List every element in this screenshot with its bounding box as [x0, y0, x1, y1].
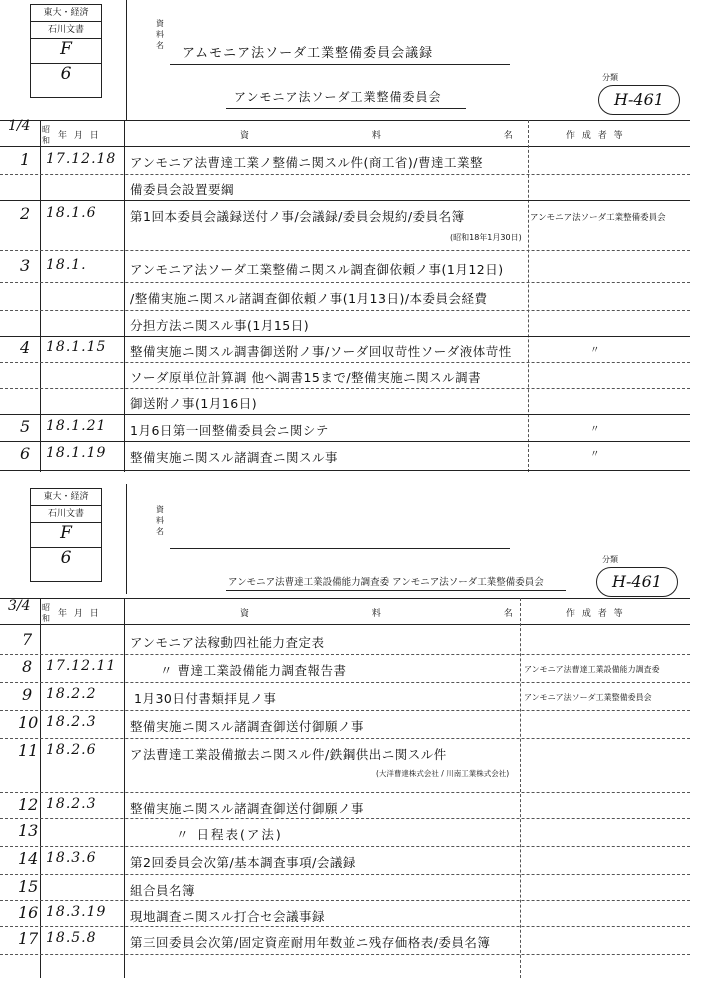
- stamp-code-bottom: 6: [60, 548, 72, 568]
- row-number: 5: [20, 417, 31, 436]
- row-number: 3: [20, 256, 31, 275]
- subtitle-underline: [226, 108, 466, 109]
- row-separator: [0, 654, 690, 655]
- row-date: 18.5.8: [46, 930, 97, 946]
- row-number: 15: [18, 877, 39, 896]
- row-note: (昭和18年1月30日): [450, 233, 522, 242]
- shiryo-label: 資料名: [156, 505, 164, 536]
- row-separator: [0, 682, 690, 683]
- row-number: 1: [20, 150, 31, 169]
- header-top-rule: [0, 120, 690, 121]
- row-document-line: 組合員名簿: [130, 883, 196, 898]
- row-author: アンモニア法ソーダ工業整備委員会: [530, 213, 666, 223]
- row-number: 12: [18, 795, 39, 814]
- row-separator: [0, 336, 690, 337]
- row-document-line: 1月6日第一回整備委員会ニ関シテ: [130, 423, 329, 438]
- col-line-author: [520, 598, 521, 978]
- row-separator: [0, 846, 690, 847]
- document-title: アムモニア法ソーダ工業整備委員会議録: [182, 46, 434, 61]
- row-date: 18.2.2: [46, 686, 97, 702]
- row-document-line: 整備実施ニ関スル諸調査御送付御願ノ事: [130, 801, 365, 816]
- row-date: 18.3.19: [46, 904, 107, 920]
- row-author: アンモニア法曹達工業設備能力調査委: [524, 665, 660, 674]
- row-number: 14: [18, 849, 39, 868]
- row-number: 6: [20, 444, 31, 463]
- row-document-line: アンモニア法稼動四社能力査定表: [130, 635, 325, 650]
- row-document-line: 整備実施ニ関スル諸調査ニ関スル事: [130, 450, 339, 465]
- col-header-era: 昭和: [42, 125, 50, 145]
- row-document-line: 〃 曹達工業設備能力調査報告書: [160, 663, 347, 678]
- row-separator: [0, 414, 690, 415]
- classification-badge: H-461: [596, 567, 678, 597]
- row-number: 17: [18, 929, 39, 948]
- row-document-line: 第1回本委員会議録送付ノ事/会議録/委員会規約/委員名簿: [130, 209, 465, 224]
- col-header-document: 資 料 名: [240, 609, 573, 619]
- row-author: 〃: [590, 345, 600, 356]
- stamp-line-1: 東大・経済: [31, 5, 101, 22]
- row-number: 2: [20, 204, 31, 223]
- row-separator: [0, 792, 690, 793]
- row-separator: [0, 874, 690, 875]
- row-date: 18.1.21: [46, 418, 107, 434]
- row-document-line: 分担方法ニ関スル事(1月15日): [130, 318, 310, 333]
- classification-badge: H-461: [598, 85, 680, 115]
- row-document-line: 整備実施ニ関スル諸調査御送付御願ノ事: [130, 719, 365, 734]
- row-separator: [0, 900, 690, 901]
- row-number: 13: [18, 821, 39, 840]
- row-date: 18.3.6: [46, 850, 97, 866]
- row-document-line: アンモニア法ソーダ工業整備ニ関スル調査御依頼ノ事(1月12日): [130, 262, 504, 277]
- row-separator: [0, 282, 690, 283]
- stamp-line-1: 東大・経済: [31, 489, 101, 506]
- row-number: 4: [20, 338, 31, 357]
- stamp-code-bottom: 6: [60, 64, 72, 84]
- row-author: 〃: [590, 449, 600, 460]
- col-header-era: 昭和: [42, 603, 50, 623]
- row-document-line: 第三回委員会次第/固定資産耐用年数並ニ残存価格表/委員名簿: [130, 935, 491, 950]
- row-author: アンモニア法ソーダ工業整備委員会: [524, 693, 652, 702]
- stamp-line-2: 石川文書: [31, 506, 101, 523]
- row-document-line: 整備実施ニ関スル調書御送附ノ事/ソーダ回収苛性ソーダ液体苛性: [130, 344, 512, 359]
- col-header-date: 年 月 日: [58, 131, 101, 141]
- col-line-num: [40, 598, 41, 978]
- row-document-line: ソーダ原単位計算調 他へ調書15まで/整備実施ニ関スル調書: [130, 370, 482, 385]
- document-subtitle: アンモニア法曹達工業設備能力調査委 アンモニア法ソーダ工業整備委員会: [228, 577, 544, 588]
- col-line-date: [124, 598, 125, 978]
- row-separator: [0, 441, 690, 442]
- row-document-line: 現地調査ニ関スル打合セ会議事録: [130, 909, 326, 924]
- row-number: 16: [18, 903, 39, 922]
- row-number: 9: [22, 685, 33, 704]
- shiryo-label: 資料名: [156, 19, 164, 50]
- stamp-code-top: F: [31, 523, 101, 548]
- row-document-line: ア法曹達工業設備撤去ニ関スル件/鉄鋼供出ニ関スル件: [130, 747, 447, 762]
- title-underline: [170, 548, 510, 549]
- row-separator: [0, 470, 690, 471]
- row-document-line: 〃 日程表(ア法): [176, 827, 283, 842]
- row-date: 18.1.15: [46, 339, 107, 355]
- row-note: (大洋曹達株式会社 / 川南工業株式会社): [376, 769, 510, 778]
- row-date: 17.12.11: [46, 658, 117, 674]
- row-number: 7: [22, 630, 33, 649]
- row-document-line: 備委員会設置要綱: [130, 182, 235, 197]
- row-separator: [0, 200, 690, 201]
- col-line-date: [124, 120, 125, 472]
- row-document-line: /整備実施ニ関スル諸調査御依頼ノ事(1月13日)/本委員会経費: [130, 291, 488, 306]
- margin-line: [126, 0, 127, 120]
- row-number: 8: [22, 657, 33, 676]
- header-bottom-rule: [0, 146, 690, 147]
- stamp-code-top: F: [31, 39, 101, 64]
- row-separator: [0, 362, 690, 363]
- col-header-document: 資 料 名: [240, 131, 573, 141]
- row-separator: [0, 710, 690, 711]
- col-header-date: 年 月 日: [58, 609, 101, 619]
- row-separator: [0, 738, 690, 739]
- row-document-line: 御送附ノ事(1月16日): [130, 396, 258, 411]
- title-underline: [170, 64, 510, 65]
- row-number: 10: [18, 713, 39, 732]
- row-separator: [0, 174, 690, 175]
- row-separator: [0, 250, 690, 251]
- row-date: 18.2.3: [46, 796, 97, 812]
- row-separator: [0, 926, 690, 927]
- row-separator: [0, 388, 690, 389]
- margin-line: [126, 484, 127, 594]
- bunrui-label: 分類: [602, 555, 618, 564]
- col-line-author: [528, 120, 529, 472]
- document-subtitle: アンモニア法ソーダ工業整備委員会: [234, 90, 442, 104]
- archive-stamp: [30, 4, 102, 98]
- row-separator: [0, 310, 690, 311]
- bunrui-label: 分類: [602, 73, 618, 82]
- col-header-author: 作 成 者 等: [566, 609, 625, 619]
- header-bottom-rule: [0, 624, 690, 625]
- row-date: 18.2.6: [46, 742, 97, 758]
- row-document-line: アンモニア法曹達工業ノ整備ニ関スル件(商工省)/曹達工業整: [130, 155, 483, 170]
- archive-stamp: [30, 488, 102, 582]
- sheet-number: 1/4: [8, 118, 31, 134]
- row-date: 18.1.6: [46, 205, 97, 221]
- row-separator: [0, 954, 690, 955]
- stamp-line-2: 石川文書: [31, 22, 101, 39]
- sheet-number: 3/4: [8, 598, 31, 614]
- row-document-line: 第2回委員会次第/基本調査事項/会議録: [130, 855, 356, 870]
- header-top-rule: [0, 598, 690, 599]
- col-line-num: [40, 120, 41, 472]
- subtitle-underline: [226, 590, 566, 591]
- row-separator: [0, 818, 690, 819]
- row-number: 11: [18, 741, 39, 760]
- row-document-line: 1月30日付書類拝見ノ事: [134, 691, 277, 706]
- row-date: 18.1.: [46, 257, 87, 273]
- col-header-author: 作 成 者 等: [566, 131, 625, 141]
- row-date: 18.1.19: [46, 445, 107, 461]
- row-date: 18.2.3: [46, 714, 97, 730]
- row-author: 〃: [590, 424, 600, 435]
- row-date: 17.12.18: [46, 151, 117, 167]
